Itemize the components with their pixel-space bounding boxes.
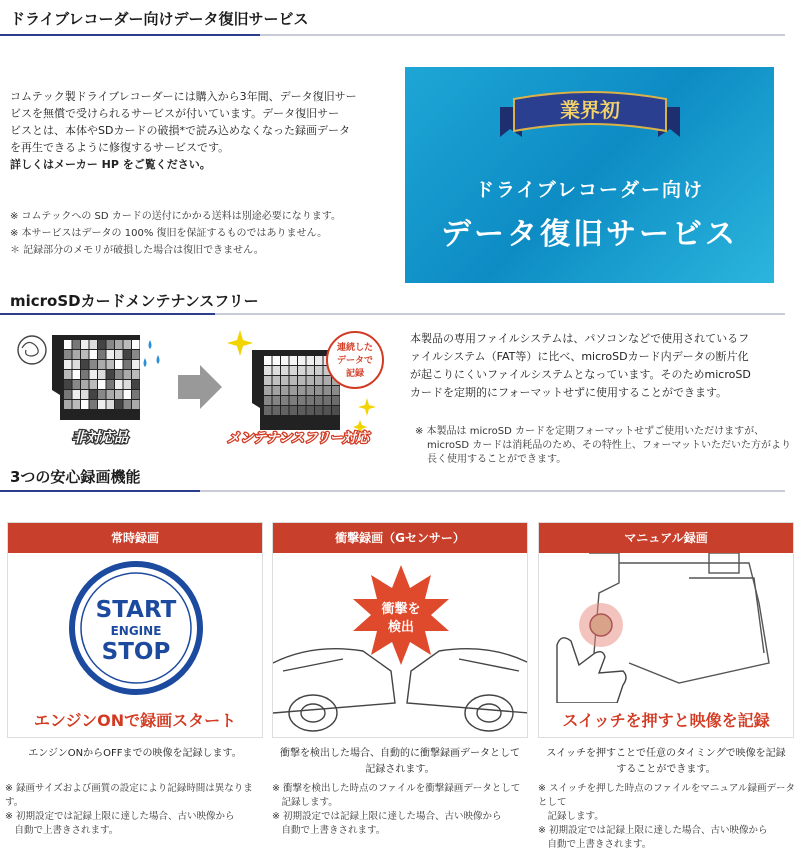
note-line: ※ 衝撃を検出した時点のファイルを衝撃録画データとして	[272, 783, 521, 794]
manual-switch-hand-icon	[539, 553, 794, 703]
recovery-description	[10, 88, 385, 173]
note-line: ※ 本サービスはデータの 100% 復旧を保証するものではありません。	[10, 228, 328, 239]
section-title-recording: 3つの安心録画機能	[10, 468, 141, 486]
svg-text:連続した: 連続した	[336, 343, 374, 353]
card-header: マニュアル録画	[539, 523, 793, 553]
section-title-data-recovery: ドライブレコーダー向けデータ復旧サービス	[10, 10, 309, 28]
car-right-icon	[407, 649, 528, 731]
paragraph-line: ビスとは、本体やSDカードの破損*で読み込めなくなった録画データ	[10, 124, 350, 137]
car-left-icon	[273, 649, 395, 731]
label-maintenance-free: メンテナンスフリー対応	[227, 431, 369, 446]
banner-title: データ復旧サービス	[441, 217, 738, 252]
confused-scribble-icon	[18, 336, 46, 364]
svg-text:データで: データで	[336, 356, 374, 366]
microsd-notes	[415, 425, 795, 467]
card-caption: エンジンONで録画スタート	[33, 711, 237, 730]
svg-text:STOP: STOP	[101, 639, 171, 665]
card-header: 常時録画	[8, 523, 262, 553]
paragraph-line: 本製品の専用ファイルシステムは、パソコンなどで使用されているフ	[410, 332, 750, 345]
switch-button-icon	[590, 614, 612, 636]
feature-card-impact	[272, 522, 528, 738]
section-title-microsd: microSDカードメンテナンスフリー	[10, 292, 259, 310]
sd-comparison-graphic	[0, 320, 395, 450]
arrow-right-icon	[178, 365, 222, 409]
note-line: 自動で上書きされます。	[5, 825, 119, 836]
note-line: 記録します。	[272, 797, 338, 808]
paragraph-line: ァイルシステム（FAT等）に比べ、microSDカード内データの断片化	[410, 350, 749, 363]
ribbon-icon	[500, 85, 680, 145]
paragraph-line: コムテック製ドライブレコーダーには購入から3年間、データ復旧サー	[10, 90, 357, 103]
card-description	[7, 746, 263, 762]
card-caption: スイッチを押すと映像を記録	[562, 711, 770, 730]
sweat-drops-icon	[144, 340, 160, 367]
feature-card-manual	[538, 522, 794, 738]
ribbon-text: 業界初	[560, 98, 620, 122]
card-header: 衝撃録画（Gセンサー）	[273, 523, 527, 553]
note-line: ※ 初期設定では記録上限に達した場合、古い映像から	[538, 825, 768, 836]
paragraph-line: を再生できるように修復するサービスです。	[10, 141, 230, 154]
maker-hp-note: 詳しくはメーカー HP をご覧ください。	[10, 158, 211, 171]
microsd-comparison-illustration	[0, 320, 395, 450]
recovery-service-banner	[405, 67, 774, 283]
svg-text:START: START	[95, 597, 177, 623]
banner-subtitle: ドライブレコーダー向け	[474, 179, 705, 201]
car-collision-icon	[273, 553, 528, 738]
note-line: ※ 初期設定では記録上限に達した場合、古い映像から	[272, 811, 502, 822]
card-description	[272, 746, 528, 778]
section-divider	[0, 313, 785, 315]
speech-bubble-icon	[327, 332, 383, 388]
note-line: 自動で上書きされます。	[538, 839, 652, 850]
note-line: ※ スイッチを押した時点のファイルをマニュアル録画データとして	[538, 783, 796, 808]
recovery-notes	[10, 208, 390, 259]
card-notes	[272, 782, 534, 838]
note-line: ※ コムテックへの SD カードの送付にかかる送料は別途必要になります。	[10, 211, 341, 222]
card-notes	[538, 782, 800, 852]
svg-text:検出: 検出	[387, 620, 415, 635]
note-line: ※ 本製品は microSD カードを定期フォーマットせずご使用いただけますが、	[415, 426, 765, 437]
note-line: ※ 録画サイズおよび画質の設定により記録時間は異なります。	[5, 783, 253, 808]
feature-card-continuous	[7, 522, 263, 738]
paragraph-line: が起こりにくいファイルシステムとなっています。そのためmicroSD	[410, 368, 751, 381]
note-line: 長く使用することができます。	[427, 454, 567, 465]
section-divider	[0, 490, 785, 492]
note-line: ※ 初期設定では記録上限に達した場合、古い映像から	[5, 811, 235, 822]
sd-card-unsupported-icon	[52, 335, 140, 420]
desc-line: することができます。	[616, 764, 716, 775]
paragraph-line: ビスを無償で受けられるサービスが付いています。データ復旧サー	[10, 107, 340, 120]
note-line: 自動で上書きされます。	[272, 825, 386, 836]
label-unsupported: 非対応品	[72, 430, 128, 446]
note-line: microSD カードは消耗品のため、その特性上、フォーマットいただいた方がより	[427, 440, 791, 451]
card-notes	[5, 782, 267, 838]
finger-icon	[557, 638, 626, 703]
section-divider	[0, 34, 785, 36]
microsd-description	[410, 330, 795, 402]
svg-text:衝撃を: 衝撃を	[381, 602, 421, 617]
desc-line: エンジンONからOFFまでの映像を記録します。	[28, 748, 242, 759]
note-line: ＊ 記録部分のメモリが破損した場合は復旧できません。	[10, 245, 264, 256]
svg-text:ENGINE: ENGINE	[110, 624, 162, 638]
svg-text:記録: 記録	[345, 369, 365, 379]
card-description	[538, 746, 794, 778]
note-line: 記録します。	[538, 811, 604, 822]
engine-start-stop-icon	[8, 553, 263, 703]
desc-line: 記録されます。	[365, 764, 435, 775]
desc-line: スイッチを押すことで任意のタイミングで映像を記録	[546, 748, 786, 759]
desc-line: 衝撃を検出した場合、自動的に衝撃録画データとして	[280, 748, 520, 759]
paragraph-line: カードを定期的にフォーマットせずに使用することができます。	[410, 386, 728, 399]
